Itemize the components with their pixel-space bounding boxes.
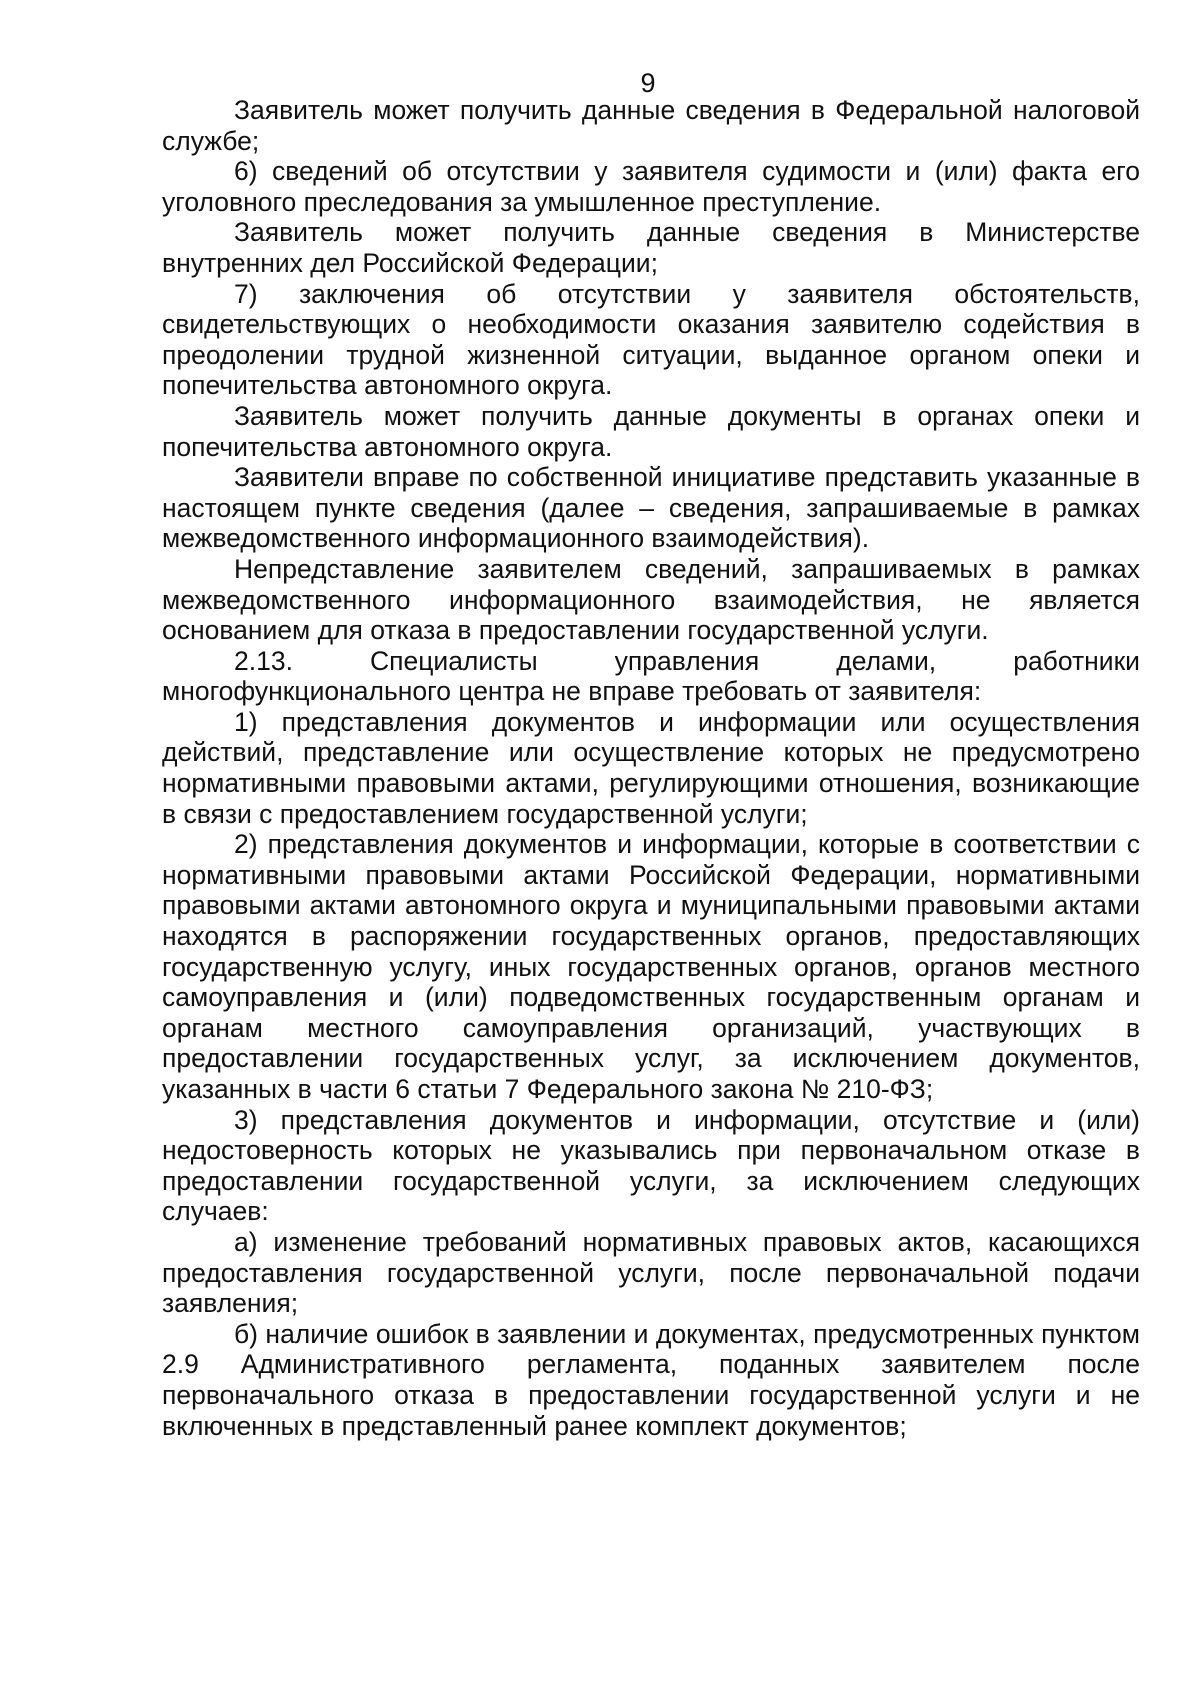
paragraph: Непредставление заявителем сведений, запрашиваемых в рамках межведомственного информационного взаимодействия, не является основанием для отказа в предоставлении государственной услуги.: [162, 553, 1140, 646]
sub-item-a: а) изменение требований нормативных правовых актов, касающихся предоставления государственной услуги, после первоначальной подачи заявления;: [162, 1226, 1140, 1319]
list-item-1: 1) представления документов и информации или осуществления действий, представление или осуществление которых не предусмотрено нормативными правовыми актами, регулирующими отношения, возникающие в связи с предоставлением государственной услуги;: [162, 706, 1140, 829]
section-2-13: 2.13. Специалисты управления делами, работники многофункционального центра не вправе требовать от заявителя:: [162, 645, 1140, 707]
list-item-2: 2) представления документов и информации, которые в соответствии с нормативными правовыми актами Российской Федерации, нормативными правовыми актами автономного округа и муниципальными правовыми актами находятся в распоряжении государственных органов, предоставляющих государственную услугу, иных государственных органов, органов местного самоуправления и (или) подведомственных государственным органам и органам местного самоуправления организаций, участвующих в предоставлении государственных услуг, за исключением документов, указанных в части 6 статьи 7 Федерального закона № 210-ФЗ;: [162, 829, 1140, 1104]
paragraph: Заявители вправе по собственной инициативе представить указанные в настоящем пункте сведения (далее – сведения, запрашиваемые в рамках межведомственного информационного взаимодействия).: [162, 462, 1140, 554]
list-item-6: 6) сведений об отсутствии у заявителя судимости и (или) факта его уголовного преследования за умышленное преступление.: [162, 156, 1140, 217]
document-body: [162, 95, 1140, 1441]
sub-item-b: б) наличие ошибок в заявлении и документах, предусмотренных пунктом 2.9 Административного регламента, поданных заявителем после первоначального отказа в предоставлении государственной услуги и не включенных в представленный ранее комплект документов;: [162, 1318, 1140, 1441]
list-item-3: 3) представления документов и информации, отсутствие и (или) недостоверность которых не указывались при первоначальном отказе в предоставлении государственной услуги, за исключением следующих случаев:: [162, 1104, 1140, 1227]
paragraph: Заявитель может получить данные сведения в Министерстве внутренних дел Российской Федерации;: [162, 217, 1140, 278]
page-number: 9: [640, 68, 656, 98]
paragraph: Заявитель может получить данные сведения в Федеральной налоговой службе;: [162, 95, 1140, 156]
paragraph: Заявитель может получить данные документы в органах опеки и попечительства автономного округа.: [162, 400, 1140, 462]
list-item-7: 7) заключения об отсутствии у заявителя обстоятельств, свидетельствующих о необходимости оказания заявителю содействия в преодолении трудной жизненной ситуации, выданное органом опеки и попечительства автономного округа.: [162, 278, 1140, 401]
